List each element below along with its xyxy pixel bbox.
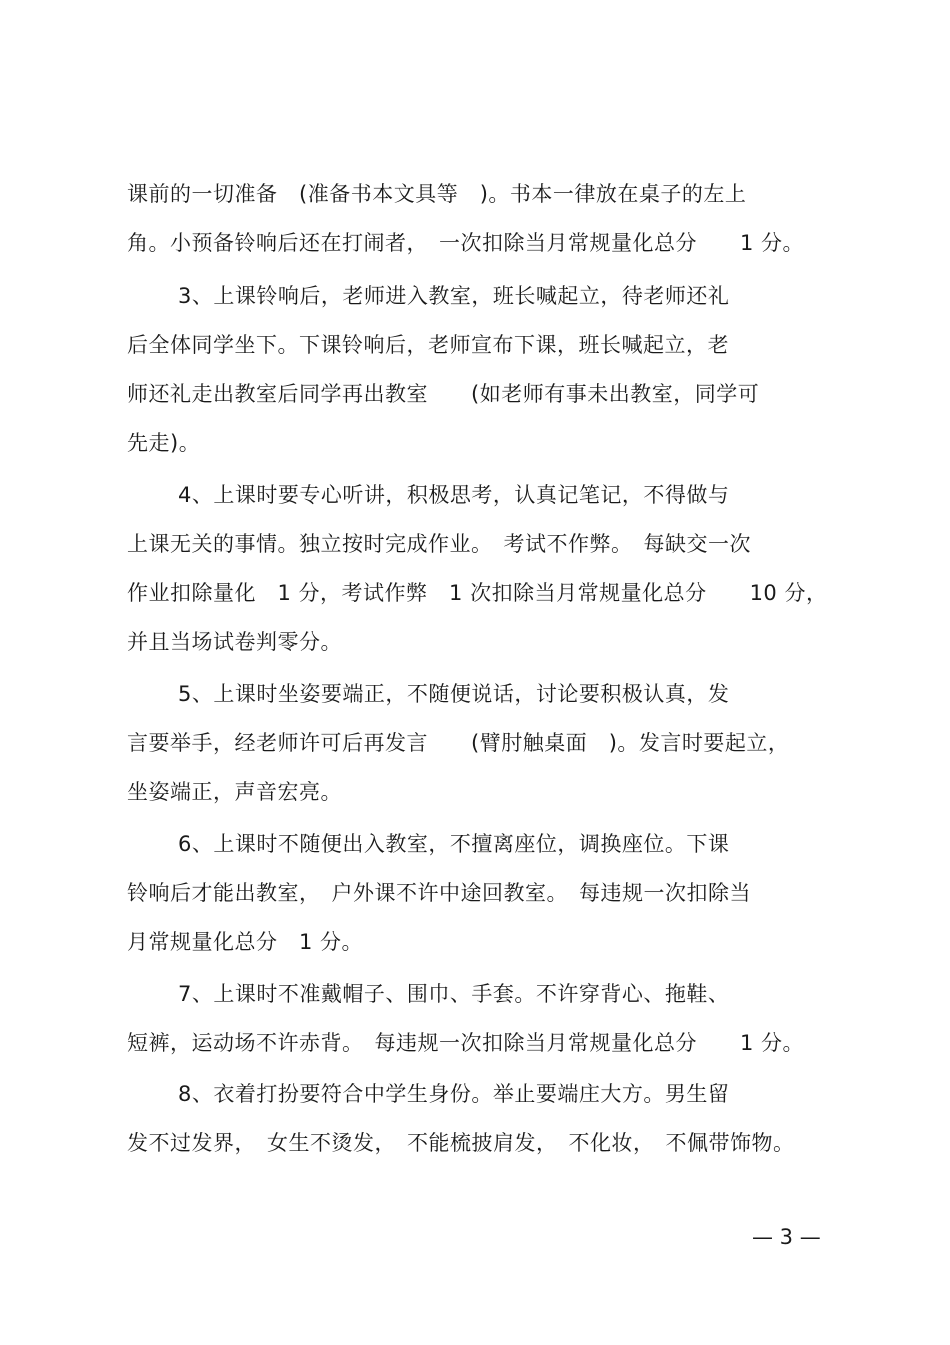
- paragraph-3-line-2: 后全体同学坐下。下课铃响后，老师宣布下课，班长喊起立，老: [127, 333, 729, 357]
- paragraph-8-line-1: 8、衣着打扮要符合中学生身份。举止要端庄大方。男生留: [178, 1082, 730, 1106]
- paragraph-6-line-3: 月常规量化总分 1 分。: [127, 930, 364, 954]
- paragraph-4-line-1: 4、上课时要专心听讲，积极思考，认真记笔记，不得做与: [178, 483, 730, 507]
- text-line-1: 课前的一切准备 (准备书本文具等 )。书本一律放在桌子的左上: [127, 182, 747, 206]
- paragraph-5-line-3: 坐姿端正，声音宏亮。: [127, 780, 342, 804]
- paragraph-6-line-1: 6、上课时不随便出入教室，不擅离座位，调换座位。下课: [178, 832, 730, 856]
- paragraph-8-line-2: 发不过发界， 女生不烫发， 不能梳披肩发， 不化妆， 不佩带饰物。: [127, 1131, 795, 1155]
- paragraph-5-line-1: 5、上课时坐姿要端正，不随便说话，讨论要积极认真，发: [178, 682, 730, 706]
- page-number: — 3 —: [752, 1225, 821, 1249]
- paragraph-4-line-3: 作业扣除量化 1 分，考试作弊 1 次扣除当月常规量化总分 10 分，: [127, 581, 828, 605]
- paragraph-7-line-1: 7、上课时不准戴帽子、围巾、手套。不许穿背心、拖鞋、: [178, 982, 730, 1006]
- paragraph-6-line-2: 铃响后才能出教室， 户外课不许中途回教室。 每违规一次扣除当: [127, 881, 751, 905]
- paragraph-3-line-3: 师还礼走出教室后同学再出教室 (如老师有事未出教室，同学可: [127, 382, 760, 406]
- paragraph-3-line-4: 先走)。: [127, 431, 201, 455]
- paragraph-4-line-2: 上课无关的事情。独立按时完成作业。 考试不作弊。 每缺交一次: [127, 532, 751, 556]
- paragraph-7-line-2: 短裤，运动场不许赤背。 每违规一次扣除当月常规量化总分 1 分。: [127, 1031, 805, 1055]
- text-line-2: 角。小预备铃响后还在打闹者， 一次扣除当月常规量化总分 1 分。: [127, 231, 805, 255]
- paragraph-4-line-4: 并且当场试卷判零分。: [127, 630, 342, 654]
- paragraph-3-line-1: 3、上课铃响后，老师进入教室，班长喊起立，待老师还礼: [178, 284, 730, 308]
- paragraph-5-line-2: 言要举手，经老师许可后再发言 (臂肘触桌面 )。发言时要起立，: [127, 731, 790, 755]
